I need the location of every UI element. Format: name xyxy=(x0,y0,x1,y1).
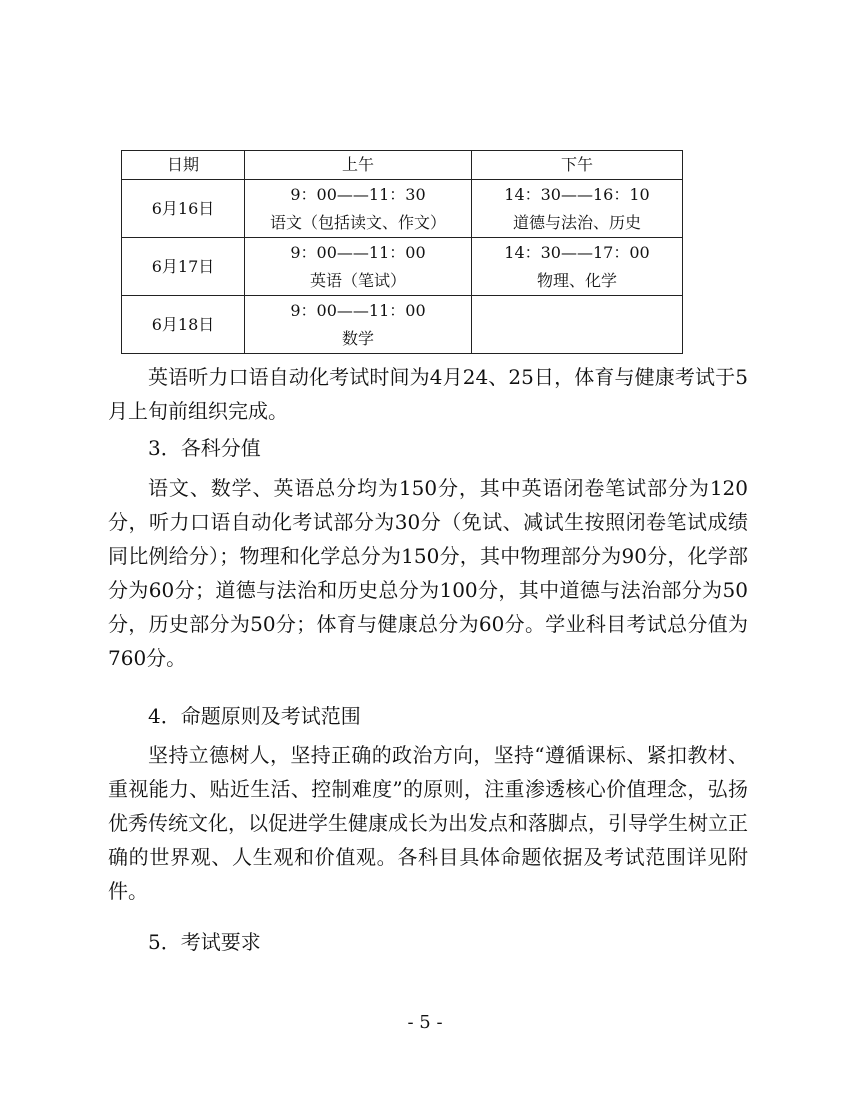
section-3-heading: 3．各科分值 xyxy=(148,436,261,460)
table-row xyxy=(122,296,683,354)
header-date: 日期 xyxy=(122,151,245,180)
morning-subject: 英语（笔试） xyxy=(309,270,406,290)
section-3-body: 语文、数学、英语总分均为150分，其中英语闭卷笔试部分为120分，听力口语自动化考试部分为30分（免试、减试生按照闭卷笔试成绩同比例给分）；物理和化学总分为150分，其中物理部分为90分，化学部分为60分；道德与法治和历史总分为100分，其中道德与法治部分为50分，历史部分为50分；体育与健康总分为60分。学业科目考试总分值为760分。 xyxy=(108,476,748,670)
section-5-heading: 5．考试要求 xyxy=(148,930,261,954)
afternoon-cell xyxy=(472,238,683,296)
table-row xyxy=(122,238,683,296)
date-cell: 6月16日 xyxy=(122,180,245,238)
afternoon-time: 14：30——17：00 xyxy=(504,242,650,262)
afternoon-cell-empty xyxy=(472,296,683,354)
afternoon-cell xyxy=(472,180,683,238)
header-afternoon: 下午 xyxy=(472,151,683,180)
page-number: - 5 - xyxy=(407,1012,443,1033)
afternoon-subject: 物理、化学 xyxy=(536,270,617,290)
afternoon-time: 14：30——16：10 xyxy=(504,184,650,204)
morning-cell xyxy=(245,238,472,296)
date-cell: 6月17日 xyxy=(122,238,245,296)
morning-time: 9：00——11：00 xyxy=(290,300,426,320)
morning-cell xyxy=(245,180,472,238)
morning-cell xyxy=(245,296,472,354)
table-header-row xyxy=(122,151,683,180)
section-4-body: 坚持立德树人，坚持正确的政治方向，坚持“遵循课标、紧扣教材、重视能力、贴近生活、控制难度”的原则，注重渗透核心价值理念，弘扬优秀传统文化，以促进学生健康成长为出发点和落脚点，引导学生树立正确的世界观、人生观和价值观。各科目具体命题依据及考试范围详见附件。 xyxy=(108,743,748,903)
morning-subject: 语文（包括读文、作文） xyxy=(269,212,446,232)
morning-time: 9：00——11：30 xyxy=(290,184,426,204)
afternoon-subject: 道德与法治、历史 xyxy=(512,212,641,232)
header-morning: 上午 xyxy=(245,151,472,180)
listening-exam-note: 英语听力口语自动化考试时间为4月24、25日，体育与健康考试于5月上旬前组织完成。 xyxy=(108,365,748,423)
date-cell: 6月18日 xyxy=(122,296,245,354)
section-4-heading: 4．命题原则及考试范围 xyxy=(148,704,361,728)
exam-schedule-table xyxy=(121,150,683,354)
morning-time: 9：00——11：00 xyxy=(290,242,426,262)
table-row xyxy=(122,180,683,238)
morning-subject: 数学 xyxy=(341,328,374,348)
